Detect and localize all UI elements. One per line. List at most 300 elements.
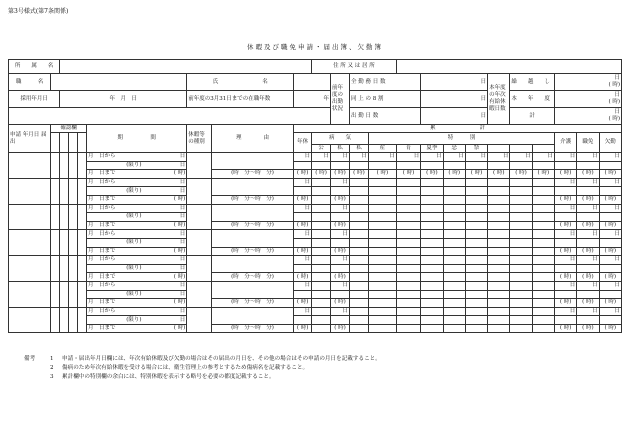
- cumulative-cell[interactable]: ( 時): [443, 170, 465, 179]
- cumulative-cell[interactable]: [488, 299, 510, 308]
- cumulative-cell[interactable]: [554, 316, 576, 325]
- period-cell[interactable]: 月 日まで ( 時): [87, 196, 186, 203]
- cumulative-cell[interactable]: [349, 213, 368, 222]
- period-cell[interactable]: 月 日まで ( 時): [87, 170, 186, 177]
- cumulative-cell[interactable]: [421, 213, 443, 222]
- cumulative-cell[interactable]: [396, 281, 421, 290]
- confirm-cell[interactable]: [78, 178, 87, 204]
- cumulative-cell[interactable]: [510, 299, 532, 308]
- cumulative-cell[interactable]: [488, 324, 510, 333]
- cumulative-cell[interactable]: ( 時): [577, 170, 599, 179]
- cumulative-cell[interactable]: [554, 213, 576, 222]
- attendance-days-field[interactable]: 日: [421, 108, 488, 125]
- cumulative-cell[interactable]: [312, 299, 331, 308]
- cumulative-cell[interactable]: [312, 221, 331, 230]
- cumulative-cell[interactable]: [396, 195, 421, 204]
- cumulative-cell[interactable]: ( 時): [331, 273, 350, 282]
- cumulative-cell[interactable]: [349, 264, 368, 273]
- cumulative-cell[interactable]: [599, 238, 621, 247]
- cumulative-cell[interactable]: [421, 264, 443, 273]
- period-cell[interactable]: (限り) 日: [86, 316, 186, 325]
- cumulative-cell[interactable]: [368, 264, 396, 273]
- cumulative-cell[interactable]: [488, 307, 510, 316]
- cumulative-cell[interactable]: [465, 230, 487, 239]
- cumulative-cell[interactable]: [465, 273, 487, 282]
- cumulative-cell[interactable]: [488, 290, 510, 299]
- cumulative-cell[interactable]: 日: [396, 153, 421, 162]
- cumulative-cell[interactable]: [532, 324, 554, 333]
- cumulative-cell[interactable]: [421, 247, 443, 256]
- cumulative-cell[interactable]: [554, 290, 576, 299]
- cumulative-cell[interactable]: [532, 264, 554, 273]
- cumulative-cell[interactable]: [349, 187, 368, 196]
- period-cell[interactable]: 月 日から 日: [87, 179, 186, 186]
- reason-cell[interactable]: [211, 230, 293, 247]
- cumulative-cell[interactable]: [349, 195, 368, 204]
- confirm-cell[interactable]: [51, 307, 60, 333]
- confirm-cell[interactable]: [51, 256, 60, 282]
- cumulative-cell[interactable]: [488, 256, 510, 265]
- reason-cell[interactable]: [211, 307, 293, 324]
- cumulative-cell[interactable]: ( 時): [577, 273, 599, 282]
- cumulative-cell[interactable]: [532, 195, 554, 204]
- confirm-cell[interactable]: [69, 256, 78, 282]
- cumulative-cell[interactable]: [443, 195, 465, 204]
- cumulative-cell[interactable]: [396, 221, 421, 230]
- cumulative-cell[interactable]: [465, 187, 487, 196]
- cumulative-cell[interactable]: 日: [554, 178, 576, 187]
- cumulative-cell[interactable]: [465, 324, 487, 333]
- cumulative-cell[interactable]: [510, 221, 532, 230]
- cumulative-cell[interactable]: [421, 273, 443, 282]
- total-field[interactable]: 日 ( 時): [554, 108, 621, 125]
- cumulative-cell[interactable]: 日: [294, 178, 312, 187]
- cumulative-cell[interactable]: [443, 281, 465, 290]
- cumulative-cell[interactable]: [312, 256, 331, 265]
- cumulative-cell[interactable]: [312, 324, 331, 333]
- cumulative-cell[interactable]: 日: [599, 256, 621, 265]
- cumulative-cell[interactable]: [349, 178, 368, 187]
- cumulative-cell[interactable]: [312, 178, 331, 187]
- cumulative-cell[interactable]: [599, 316, 621, 325]
- cumulative-cell[interactable]: [443, 221, 465, 230]
- cumulative-cell[interactable]: [532, 273, 554, 282]
- cumulative-cell[interactable]: [488, 273, 510, 282]
- application-date-cell[interactable]: [9, 153, 51, 179]
- cumulative-cell[interactable]: 日: [331, 281, 350, 290]
- cumulative-cell[interactable]: 日: [554, 256, 576, 265]
- cumulative-cell[interactable]: [312, 281, 331, 290]
- period-cell[interactable]: 月 日まで ( 時): [87, 273, 186, 280]
- cumulative-cell[interactable]: 日: [421, 153, 443, 162]
- application-date-cell[interactable]: [9, 256, 51, 282]
- time-range-cell[interactable]: (時 分〜時 分): [211, 247, 293, 256]
- cumulative-cell[interactable]: [368, 187, 396, 196]
- cumulative-cell[interactable]: [294, 290, 312, 299]
- confirm-cell[interactable]: [69, 281, 78, 307]
- cumulative-cell[interactable]: [443, 273, 465, 282]
- cumulative-cell[interactable]: [465, 213, 487, 222]
- cumulative-cell[interactable]: [349, 247, 368, 256]
- cumulative-cell[interactable]: [488, 238, 510, 247]
- cumulative-cell[interactable]: [443, 299, 465, 308]
- cumulative-cell[interactable]: 日: [599, 204, 621, 213]
- cumulative-cell[interactable]: [510, 264, 532, 273]
- cumulative-cell[interactable]: ( 時): [421, 170, 443, 179]
- cumulative-cell[interactable]: [368, 230, 396, 239]
- cumulative-cell[interactable]: 日: [577, 281, 599, 290]
- cumulative-cell[interactable]: ( 時): [554, 273, 576, 282]
- tenure-field[interactable]: 年: [294, 91, 331, 108]
- cumulative-cell[interactable]: ( 時): [577, 221, 599, 230]
- cumulative-cell[interactable]: ( 時): [554, 221, 576, 230]
- cumulative-cell[interactable]: [396, 238, 421, 247]
- cumulative-cell[interactable]: 日: [577, 230, 599, 239]
- cumulative-cell[interactable]: [312, 204, 331, 213]
- confirm-cell[interactable]: [51, 204, 60, 230]
- leave-type-cell[interactable]: [187, 307, 212, 333]
- cumulative-cell[interactable]: [349, 290, 368, 299]
- cumulative-cell[interactable]: ( 時): [554, 324, 576, 333]
- cumulative-cell[interactable]: [443, 247, 465, 256]
- cumulative-cell[interactable]: [599, 187, 621, 196]
- cumulative-cell[interactable]: 日: [331, 230, 350, 239]
- cumulative-cell[interactable]: 日: [599, 307, 621, 316]
- time-range-cell[interactable]: (時 分〜時 分): [211, 170, 293, 179]
- cumulative-cell[interactable]: ( 時): [510, 170, 532, 179]
- cumulative-cell[interactable]: [421, 221, 443, 230]
- time-range-cell[interactable]: (時 分〜時 分): [211, 221, 293, 230]
- cumulative-cell[interactable]: [599, 213, 621, 222]
- cumulative-cell[interactable]: ( 時): [331, 195, 350, 204]
- cumulative-cell[interactable]: [349, 161, 368, 170]
- cumulative-cell[interactable]: 日: [577, 307, 599, 316]
- cumulative-cell[interactable]: ( 時): [294, 170, 312, 179]
- cumulative-cell[interactable]: [510, 195, 532, 204]
- cumulative-cell[interactable]: [331, 264, 350, 273]
- cumulative-cell[interactable]: [554, 161, 576, 170]
- cumulative-cell[interactable]: [554, 264, 576, 273]
- cumulative-cell[interactable]: [312, 264, 331, 273]
- cumulative-cell[interactable]: 日: [577, 153, 599, 162]
- reason-cell[interactable]: [211, 204, 293, 221]
- cumulative-cell[interactable]: [368, 316, 396, 325]
- confirm-cell[interactable]: [78, 256, 87, 282]
- cumulative-cell[interactable]: [532, 178, 554, 187]
- cumulative-cell[interactable]: [349, 230, 368, 239]
- cumulative-cell[interactable]: [312, 187, 331, 196]
- cumulative-cell[interactable]: [577, 187, 599, 196]
- cumulative-cell[interactable]: [396, 161, 421, 170]
- cumulative-cell[interactable]: [421, 316, 443, 325]
- cumulative-cell[interactable]: [368, 299, 396, 308]
- cumulative-cell[interactable]: [554, 187, 576, 196]
- cumulative-cell[interactable]: 日: [294, 307, 312, 316]
- cumulative-cell[interactable]: [396, 290, 421, 299]
- confirm-cell[interactable]: [60, 256, 69, 282]
- cumulative-cell[interactable]: [368, 247, 396, 256]
- cumulative-cell[interactable]: [312, 307, 331, 316]
- cumulative-cell[interactable]: [312, 238, 331, 247]
- cumulative-cell[interactable]: [421, 281, 443, 290]
- cumulative-cell[interactable]: [421, 187, 443, 196]
- cumulative-cell[interactable]: [465, 299, 487, 308]
- cumulative-cell[interactable]: [368, 178, 396, 187]
- period-cell[interactable]: (限り) 日: [86, 187, 186, 196]
- cumulative-cell[interactable]: [510, 161, 532, 170]
- cumulative-cell[interactable]: [577, 238, 599, 247]
- cumulative-cell[interactable]: [488, 221, 510, 230]
- reason-cell[interactable]: [211, 281, 293, 298]
- cumulative-cell[interactable]: [349, 221, 368, 230]
- cumulative-cell[interactable]: [443, 187, 465, 196]
- cumulative-cell[interactable]: [421, 256, 443, 265]
- cumulative-cell[interactable]: ( 時): [554, 247, 576, 256]
- cumulative-cell[interactable]: ( 時): [312, 170, 331, 179]
- leave-type-cell[interactable]: [187, 153, 212, 179]
- cumulative-cell[interactable]: [599, 290, 621, 299]
- cumulative-cell[interactable]: [532, 230, 554, 239]
- cumulative-cell[interactable]: [396, 213, 421, 222]
- cumulative-cell[interactable]: 日: [577, 178, 599, 187]
- cumulative-cell[interactable]: ( 時): [294, 221, 312, 230]
- cumulative-cell[interactable]: [443, 290, 465, 299]
- cumulative-cell[interactable]: ( 時): [294, 195, 312, 204]
- cumulative-cell[interactable]: [510, 238, 532, 247]
- cumulative-cell[interactable]: [421, 178, 443, 187]
- cumulative-cell[interactable]: [443, 256, 465, 265]
- cumulative-cell[interactable]: [465, 264, 487, 273]
- cumulative-cell[interactable]: 日: [294, 204, 312, 213]
- eighty-percent-field[interactable]: 日: [421, 91, 488, 108]
- cumulative-cell[interactable]: ( 時): [294, 299, 312, 308]
- cumulative-cell[interactable]: ( 時): [294, 247, 312, 256]
- cumulative-cell[interactable]: 日: [331, 178, 350, 187]
- cumulative-cell[interactable]: 日: [599, 230, 621, 239]
- cumulative-cell[interactable]: ( 時): [599, 195, 621, 204]
- confirm-cell[interactable]: [60, 153, 69, 179]
- cumulative-cell[interactable]: [465, 307, 487, 316]
- application-date-cell[interactable]: [9, 230, 51, 256]
- cumulative-cell[interactable]: ( 時): [554, 299, 576, 308]
- cumulative-cell[interactable]: [510, 213, 532, 222]
- leave-type-cell[interactable]: [187, 281, 212, 307]
- period-cell[interactable]: 月 日から 日: [87, 153, 186, 160]
- cumulative-cell[interactable]: ( 時): [577, 324, 599, 333]
- cumulative-cell[interactable]: [532, 204, 554, 213]
- cumulative-cell[interactable]: [488, 230, 510, 239]
- time-range-cell[interactable]: (時 分〜時 分): [211, 195, 293, 204]
- cumulative-cell[interactable]: ( 時): [532, 170, 554, 179]
- cumulative-cell[interactable]: [510, 178, 532, 187]
- cumulative-cell[interactable]: [510, 187, 532, 196]
- cumulative-cell[interactable]: [577, 264, 599, 273]
- cumulative-cell[interactable]: [532, 213, 554, 222]
- cumulative-cell[interactable]: [294, 213, 312, 222]
- time-range-cell[interactable]: (時 分〜時 分): [211, 273, 293, 282]
- cumulative-cell[interactable]: 日: [599, 153, 621, 162]
- confirm-cell[interactable]: [51, 230, 60, 256]
- time-range-cell[interactable]: (時 分〜時 分): [211, 299, 293, 308]
- cumulative-cell[interactable]: 日: [331, 204, 350, 213]
- cumulative-cell[interactable]: [443, 204, 465, 213]
- cumulative-cell[interactable]: [396, 299, 421, 308]
- cumulative-cell[interactable]: 日: [294, 281, 312, 290]
- cumulative-cell[interactable]: [554, 238, 576, 247]
- period-cell[interactable]: 月 日から 日: [87, 282, 186, 289]
- cumulative-cell[interactable]: ( 時): [331, 247, 350, 256]
- period-cell[interactable]: 月 日まで ( 時): [87, 222, 186, 229]
- cumulative-cell[interactable]: [532, 299, 554, 308]
- leave-type-cell[interactable]: [187, 204, 212, 230]
- period-cell[interactable]: 月 日から 日: [87, 256, 186, 263]
- cumulative-cell[interactable]: [331, 213, 350, 222]
- confirm-cell[interactable]: [78, 153, 87, 179]
- cumulative-cell[interactable]: [599, 264, 621, 273]
- cumulative-cell[interactable]: [465, 290, 487, 299]
- leave-type-cell[interactable]: [187, 178, 212, 204]
- cumulative-cell[interactable]: [396, 178, 421, 187]
- cumulative-cell[interactable]: [349, 238, 368, 247]
- time-range-cell[interactable]: (時 分〜時 分): [211, 324, 293, 333]
- cumulative-cell[interactable]: 日: [349, 153, 368, 162]
- hire-date-field[interactable]: 年 月 日: [60, 91, 187, 108]
- shozoku-field[interactable]: [60, 60, 312, 74]
- period-cell[interactable]: 月 日から 日: [87, 204, 186, 211]
- confirm-cell[interactable]: [51, 153, 60, 179]
- cumulative-cell[interactable]: [349, 324, 368, 333]
- cumulative-cell[interactable]: [577, 213, 599, 222]
- cumulative-cell[interactable]: [510, 204, 532, 213]
- cumulative-cell[interactable]: [294, 264, 312, 273]
- cumulative-cell[interactable]: [368, 213, 396, 222]
- cumulative-cell[interactable]: [465, 316, 487, 325]
- cumulative-cell[interactable]: ( 時): [396, 170, 421, 179]
- cumulative-cell[interactable]: ( 時): [599, 221, 621, 230]
- cumulative-cell[interactable]: 日: [577, 204, 599, 213]
- cumulative-cell[interactable]: [421, 230, 443, 239]
- cumulative-cell[interactable]: [488, 264, 510, 273]
- cumulative-cell[interactable]: [532, 161, 554, 170]
- cumulative-cell[interactable]: 日: [599, 178, 621, 187]
- cumulative-cell[interactable]: 日: [554, 307, 576, 316]
- confirm-cell[interactable]: [51, 281, 60, 307]
- cumulative-cell[interactable]: [312, 273, 331, 282]
- cumulative-cell[interactable]: [312, 230, 331, 239]
- cumulative-cell[interactable]: [510, 281, 532, 290]
- cumulative-cell[interactable]: [396, 324, 421, 333]
- name-field[interactable]: [294, 74, 331, 91]
- cumulative-cell[interactable]: [532, 247, 554, 256]
- cumulative-cell[interactable]: [510, 256, 532, 265]
- cumulative-cell[interactable]: 日: [599, 281, 621, 290]
- cumulative-cell[interactable]: 日: [331, 256, 350, 265]
- cumulative-cell[interactable]: [421, 195, 443, 204]
- cumulative-cell[interactable]: 日: [554, 281, 576, 290]
- cumulative-cell[interactable]: [331, 238, 350, 247]
- cumulative-cell[interactable]: [368, 161, 396, 170]
- cumulative-cell[interactable]: [368, 256, 396, 265]
- cumulative-cell[interactable]: [443, 178, 465, 187]
- cumulative-cell[interactable]: [331, 161, 350, 170]
- cumulative-cell[interactable]: ( 時): [465, 170, 487, 179]
- cumulative-cell[interactable]: [368, 221, 396, 230]
- cumulative-cell[interactable]: [532, 187, 554, 196]
- cumulative-cell[interactable]: [465, 238, 487, 247]
- cumulative-cell[interactable]: [312, 213, 331, 222]
- cumulative-cell[interactable]: [368, 281, 396, 290]
- cumulative-cell[interactable]: [396, 187, 421, 196]
- confirm-cell[interactable]: [69, 178, 78, 204]
- address-field[interactable]: [396, 60, 621, 74]
- cumulative-cell[interactable]: [532, 290, 554, 299]
- cumulative-cell[interactable]: [421, 290, 443, 299]
- cumulative-cell[interactable]: [349, 256, 368, 265]
- cumulative-cell[interactable]: [396, 316, 421, 325]
- cumulative-cell[interactable]: [443, 161, 465, 170]
- cumulative-cell[interactable]: [488, 187, 510, 196]
- cumulative-cell[interactable]: ( 時): [349, 170, 368, 179]
- cumulative-cell[interactable]: [532, 307, 554, 316]
- cumulative-cell[interactable]: [294, 316, 312, 325]
- cumulative-cell[interactable]: [465, 247, 487, 256]
- cumulative-cell[interactable]: [368, 238, 396, 247]
- cumulative-cell[interactable]: [349, 281, 368, 290]
- period-cell[interactable]: (限り) 日: [86, 264, 186, 273]
- cumulative-cell[interactable]: 日: [488, 153, 510, 162]
- cumulative-cell[interactable]: ( 時): [331, 299, 350, 308]
- cumulative-cell[interactable]: [368, 290, 396, 299]
- cumulative-cell[interactable]: [312, 290, 331, 299]
- cumulative-cell[interactable]: [443, 316, 465, 325]
- cumulative-cell[interactable]: [294, 238, 312, 247]
- cumulative-cell[interactable]: [312, 161, 331, 170]
- cumulative-cell[interactable]: [465, 195, 487, 204]
- cumulative-cell[interactable]: 日: [331, 153, 350, 162]
- cumulative-cell[interactable]: ( 時): [554, 195, 576, 204]
- cumulative-cell[interactable]: 日: [554, 153, 576, 162]
- reason-cell[interactable]: [211, 178, 293, 195]
- cumulative-cell[interactable]: ( 時): [599, 273, 621, 282]
- period-cell[interactable]: (限り) 日: [86, 161, 186, 170]
- cumulative-cell[interactable]: [368, 204, 396, 213]
- cumulative-cell[interactable]: ( 時): [599, 170, 621, 179]
- cumulative-cell[interactable]: [368, 307, 396, 316]
- cumulative-cell[interactable]: [488, 204, 510, 213]
- cumulative-cell[interactable]: [510, 307, 532, 316]
- cumulative-cell[interactable]: [488, 161, 510, 170]
- reason-cell[interactable]: [211, 153, 293, 170]
- cumulative-cell[interactable]: [349, 307, 368, 316]
- cumulative-cell[interactable]: 日: [532, 153, 554, 162]
- cumulative-cell[interactable]: ( 時): [294, 273, 312, 282]
- cumulative-cell[interactable]: [421, 324, 443, 333]
- cumulative-cell[interactable]: [532, 281, 554, 290]
- cumulative-cell[interactable]: ( 時): [577, 247, 599, 256]
- cumulative-cell[interactable]: [465, 204, 487, 213]
- confirm-cell[interactable]: [78, 230, 87, 256]
- cumulative-cell[interactable]: [312, 195, 331, 204]
- cumulative-cell[interactable]: [510, 316, 532, 325]
- cumulative-cell[interactable]: ( 時): [331, 221, 350, 230]
- confirm-cell[interactable]: [69, 204, 78, 230]
- cumulative-cell[interactable]: [443, 230, 465, 239]
- cumulative-cell[interactable]: [396, 307, 421, 316]
- cumulative-cell[interactable]: [465, 161, 487, 170]
- carryover-field[interactable]: 日 ( 時): [554, 74, 621, 91]
- confirm-cell[interactable]: [60, 230, 69, 256]
- cumulative-cell[interactable]: 日: [331, 307, 350, 316]
